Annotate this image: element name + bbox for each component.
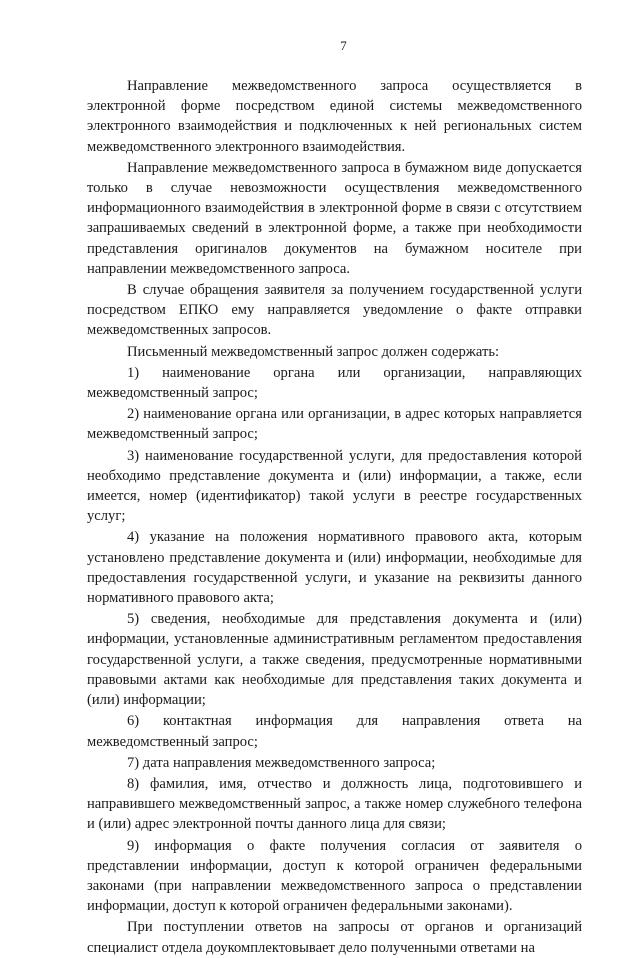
list-item-7: 7) дата направления межведомственного запроса; [127, 754, 436, 771]
paragraph-paper-request: Направление межведомственного запроса в бумажном виде допускается только в случае невозможности осуществления межведомственного информационного взаимодействия в электронной форме в связи с отсутствием запрашиваемых сведений в электронной форме, а также при необходимости представления оригиналов документов на бумажном носителе при направлении межведомственного запроса. [87, 159, 582, 277]
list-item-2: 2) наименование органа или организации, в адрес которых направляется межведомственный запрос; [87, 406, 582, 443]
paragraph-responses-received: При поступлении ответов на запросы от органов и организаций специалист отдела доукомплектовывает дело полученными ответами на [87, 919, 582, 956]
list-item-8: 8) фамилия, имя, отчество и должность лица, подготовившего и направившего межведомственный запрос, а также номер служебного телефона и (или) адрес электронной почты данного лица для связи; [87, 775, 582, 833]
list-item-4: 4) указание на положения нормативного правового акта, которым установлено представление документа и (или) информации, необходимые для предоставления государственной услуги, и указание на реквизиты данного нормативного правового акта; [87, 529, 582, 607]
list-item-1: 1) наименование органа или организации, направляющих межведомственный запрос; [87, 364, 582, 402]
list-item-3: 3) наименование государственной услуги, для предоставления которой необходимо представление документа и (или) информации, а также, если имеется, номер (идентификатор) такой услуги в реестре государственных услуг; [87, 447, 582, 525]
document-body [87, 76, 582, 958]
paragraph-epko-notification: В случае обращения заявителя за получением государственной услуги посредством ЕПКО ему направляется уведомление о факте отправки межведомственных запросов. [87, 282, 582, 339]
page-number: 7 [340, 38, 347, 53]
paragraph-request-contents-intro: Письменный межведомственный запрос должен содержать: [127, 343, 500, 360]
list-item-6: 6) контактная информация для направления ответа на межведомственный запрос; [87, 713, 582, 750]
paragraph-interagency-request-electronic: Направление межведомственного запроса осуществляется в электронной форме посредством единой системы межведомственного электронного взаимодействия и подключенных к ней региональных систем межведомственного электронного взаимодействия. [87, 78, 582, 155]
list-item-5: 5) сведения, необходимые для представления документа и (или) информации, установленные административным регламентом предоставления государственной услуги, а также сведения, предусмотренные нормативными правовыми актами как необходимые для представления таких документа и (или) информации; [87, 611, 582, 709]
list-item-9: 9) информация о факте получения согласия от заявителя о представлении информации, доступ к которой ограничен федеральными законами (при направлении межведомственного запроса о представлении информации, доступ к которой ограничен федеральными законами). [87, 837, 582, 915]
